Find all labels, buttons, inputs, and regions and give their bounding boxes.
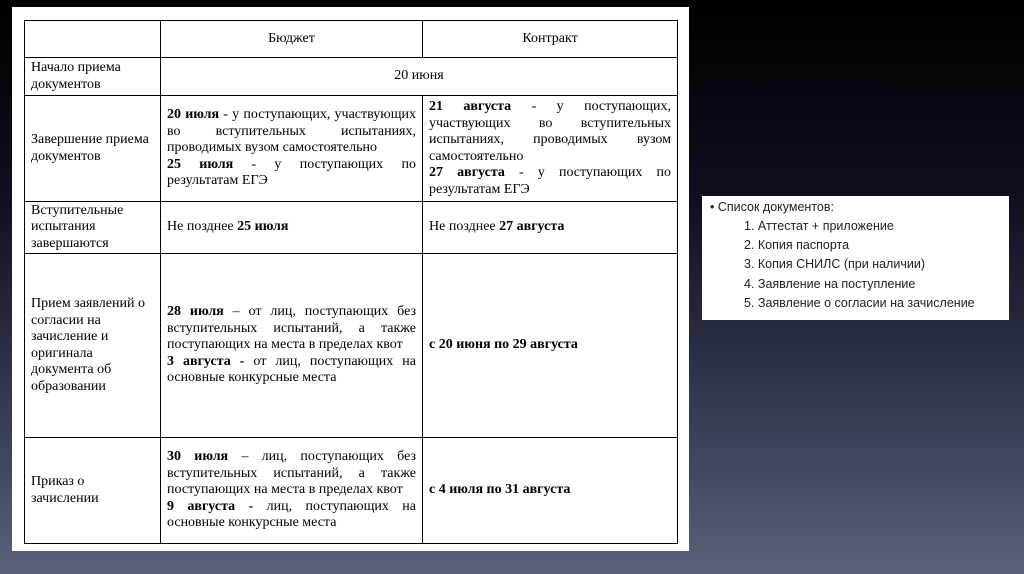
list-item: 3. Копия СНИЛС (при наличии) xyxy=(744,257,925,272)
row-label-order: Приказ о зачислении xyxy=(25,438,161,544)
consent-budget-date1: 28 июля xyxy=(167,304,224,320)
row-label-exams: Вступительные испытания завершаются xyxy=(25,202,161,254)
header-budget: Бюджет xyxy=(161,21,423,58)
end-budget-date1: 20 июля xyxy=(167,107,220,123)
table-row-consent xyxy=(25,254,678,438)
end-contract-cell xyxy=(423,96,678,202)
documents-list-box xyxy=(702,196,1009,320)
list-item: 2. Копия паспорта xyxy=(744,238,850,253)
order-budget-cell xyxy=(161,438,423,544)
consent-budget-text1: – от лиц, поступающих без вступительных испытаний, а также поступающих на места в пределах квот xyxy=(167,304,416,353)
order-budget-date2: 9 августа - xyxy=(167,498,254,514)
exams-budget-text: Не позднее xyxy=(167,219,238,235)
end-contract-date2: 27 августа xyxy=(429,165,505,180)
consent-contract-value: с 20 июня по 29 августа xyxy=(429,337,578,353)
admission-table xyxy=(24,20,678,544)
start-date-value: 20 июня xyxy=(161,58,678,96)
order-budget-text1: – лиц, поступающих без вступительных испытаний, а также поступающих на места в пределах квот xyxy=(167,449,416,498)
exams-contract-date: 27 августа xyxy=(499,219,565,235)
row-label-start: Начало приема документов xyxy=(25,58,161,96)
consent-budget-date2: 3 августа - xyxy=(167,353,245,369)
order-budget-text2: лиц, поступающих на основные конкурсные места xyxy=(167,498,416,531)
consent-budget-cell xyxy=(161,254,423,438)
exams-contract-cell xyxy=(423,202,678,254)
documents-list-title: • Список документов: xyxy=(710,200,834,214)
consent-budget-text2: от лиц, поступающих на основные конкурсные места xyxy=(167,353,416,386)
row-label-end: Завершение приема документов xyxy=(25,96,161,202)
table-row-order xyxy=(25,438,678,544)
exams-contract-text: Не позднее xyxy=(429,219,500,235)
end-budget-text2: - у поступающих по результатам ЕГЭ xyxy=(167,156,416,189)
list-item: 1. Аттестат + приложение xyxy=(744,219,894,233)
list-item: 4. Заявление на поступление xyxy=(744,276,916,291)
table-row-exams xyxy=(25,202,678,254)
consent-contract-cell xyxy=(423,254,678,438)
end-budget-cell xyxy=(161,96,423,202)
table-row-end xyxy=(25,96,678,202)
order-budget-date1: 30 июля xyxy=(167,449,229,465)
row-label-consent: Прием заявлений о согласии на зачисление и оригинала документа об образовании xyxy=(25,254,161,438)
header-empty-cell xyxy=(25,21,161,58)
end-contract-date1: 21 августа xyxy=(429,99,512,114)
end-budget-date2: 25 июля xyxy=(167,156,234,172)
end-contract-text1: - у поступающих, участвующих во вступительных испытаниях, проводимых вузом самостоятельно xyxy=(429,99,672,164)
header-contract: Контракт xyxy=(423,21,678,58)
list-item: 5. Заявление о согласии на зачисление xyxy=(744,295,975,310)
exams-budget-cell xyxy=(161,202,423,254)
table-header-row xyxy=(25,21,678,58)
documents-list xyxy=(744,217,975,313)
exams-budget-date: 25 июля xyxy=(237,219,289,235)
end-budget-text1: - у поступающих, участвующих во вступительных испытаниях, проводимых вузом самостоятельно xyxy=(167,107,416,156)
table-row-start xyxy=(25,58,678,96)
end-contract-text2: - у поступающих по результатам ЕГЭ xyxy=(429,165,671,197)
document-page xyxy=(12,7,689,551)
order-contract-cell xyxy=(423,438,678,544)
order-contract-value: с 4 июля по 31 августа xyxy=(429,482,571,498)
